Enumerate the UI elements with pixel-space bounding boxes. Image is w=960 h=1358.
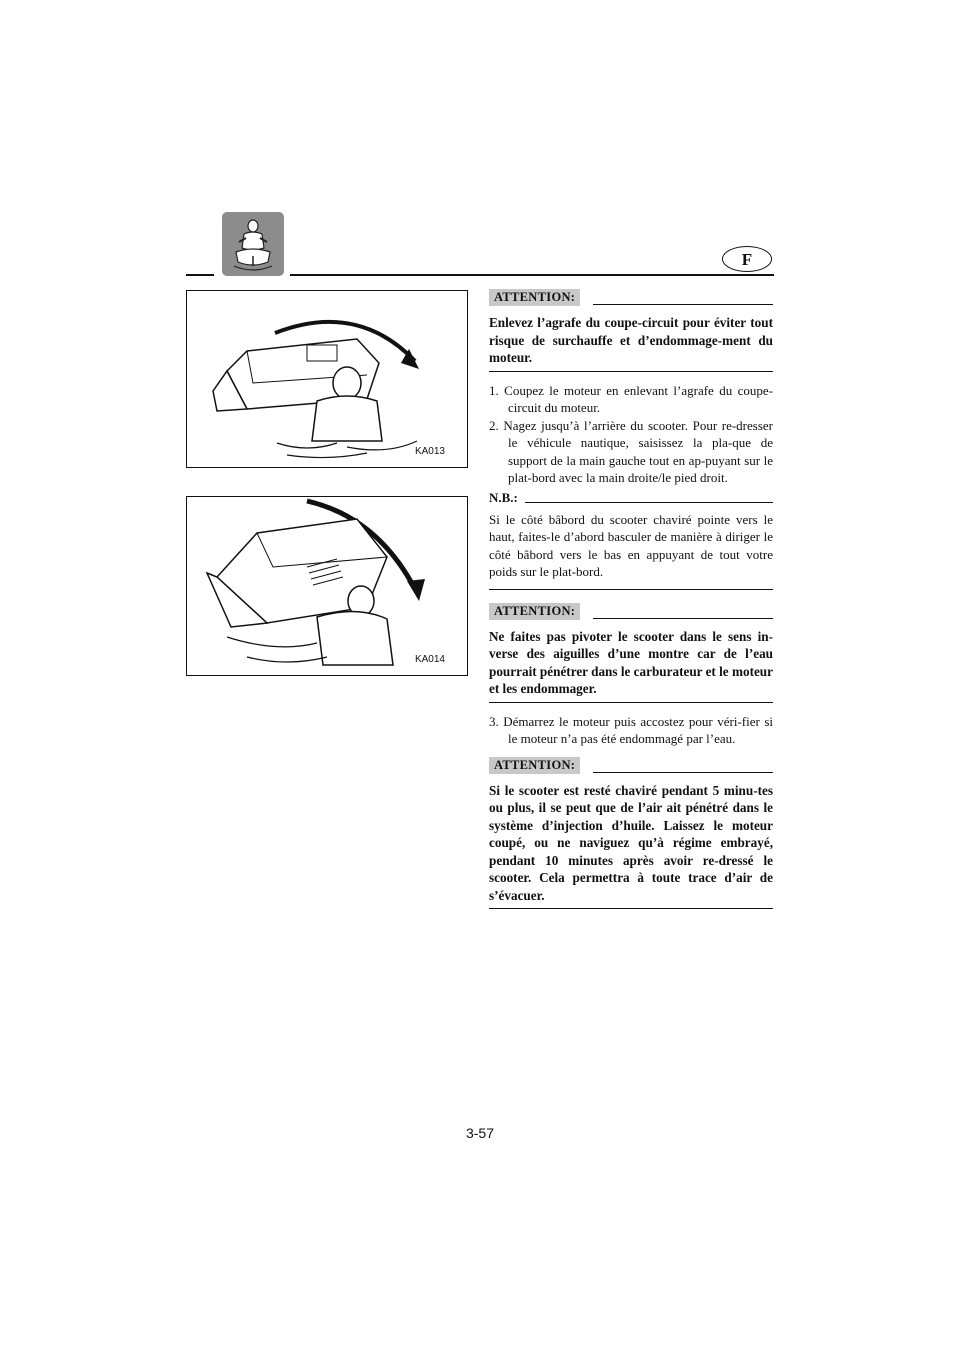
header-rule — [186, 274, 214, 276]
steps-list — [489, 713, 773, 748]
attention-text: Ne faites pas pivoter le scooter dans le sens in-verse des aiguilles d’une montre car de l’eau pourrait pénétrer dans le carburateur et le moteur et les endommager. — [489, 628, 773, 696]
heading-rule — [593, 772, 773, 773]
list-item: 3. Démarrez le moteur puis accostez pour véri-fier si le moteur n’a pas été endommagé par l’eau. — [489, 713, 773, 746]
scooter-rotating-illustration — [187, 497, 466, 674]
attention-heading — [489, 602, 773, 622]
attention-heading — [489, 756, 773, 776]
list-item: 1. Coupez le moteur en enlevant l’agrafe du coupe-circuit du moteur. — [489, 382, 773, 415]
steps-list — [489, 382, 773, 487]
attention-tag: ATTENTION: — [489, 289, 580, 306]
heading-rule — [593, 304, 773, 305]
header-rule — [290, 274, 774, 276]
heading-rule — [525, 502, 773, 503]
figure-code: KA013 — [414, 446, 445, 457]
note-heading — [489, 489, 773, 507]
attention-tag: ATTENTION: — [489, 757, 580, 774]
attention-text: Enlevez l’agrafe du coupe-circuit pour éviter tout risque de surchauffe et d’endommage-ment du moteur. — [489, 315, 773, 365]
note-text: Si le côté bâbord du scooter chaviré pointe vers le haut, faites-le d’abord basculer de manière à diriger le côté bâbord vers le bas en appuyant de tout votre poids sur le plat-bord. — [489, 511, 773, 579]
language-badge: F — [722, 246, 772, 272]
figure-code: KA014 — [414, 654, 445, 665]
section-rule — [489, 371, 773, 372]
attention-text: Si le scooter est resté chaviré pendant 5 minu-tes ou plus, il se peut que de l’air ait pénétré dans le système d’injection d’huile. Laissez le moteur coupé, ou ne naviguez qu’à régime embrayé, pendant 10 minutes après avoir re-dressé le scooter. Cela permettra à toute trace d’air de s’évacuer. — [489, 782, 773, 903]
text-column — [489, 288, 773, 909]
figure-righting-scooter-2 — [186, 496, 468, 676]
note-tag: N.B.: — [489, 489, 518, 505]
section-rule — [489, 908, 773, 909]
section-jet-ski-icon — [222, 212, 284, 276]
section-rule — [489, 702, 773, 703]
capsized-scooter-illustration — [187, 291, 466, 466]
page-number: 3-57 — [465, 1125, 495, 1141]
attention-heading — [489, 288, 773, 308]
heading-rule — [593, 618, 773, 619]
list-item: 2. Nagez jusqu’à l’arrière du scooter. Pour re-dresser le véhicule nautique, saisissez la pla-que de support de la main gauche tout en ap-puyant sur le plat-bord avec la main droite/le pied droit. — [489, 417, 773, 485]
attention-tag: ATTENTION: — [489, 603, 580, 620]
section-rule — [489, 589, 773, 590]
figure-righting-scooter-1 — [186, 290, 468, 468]
